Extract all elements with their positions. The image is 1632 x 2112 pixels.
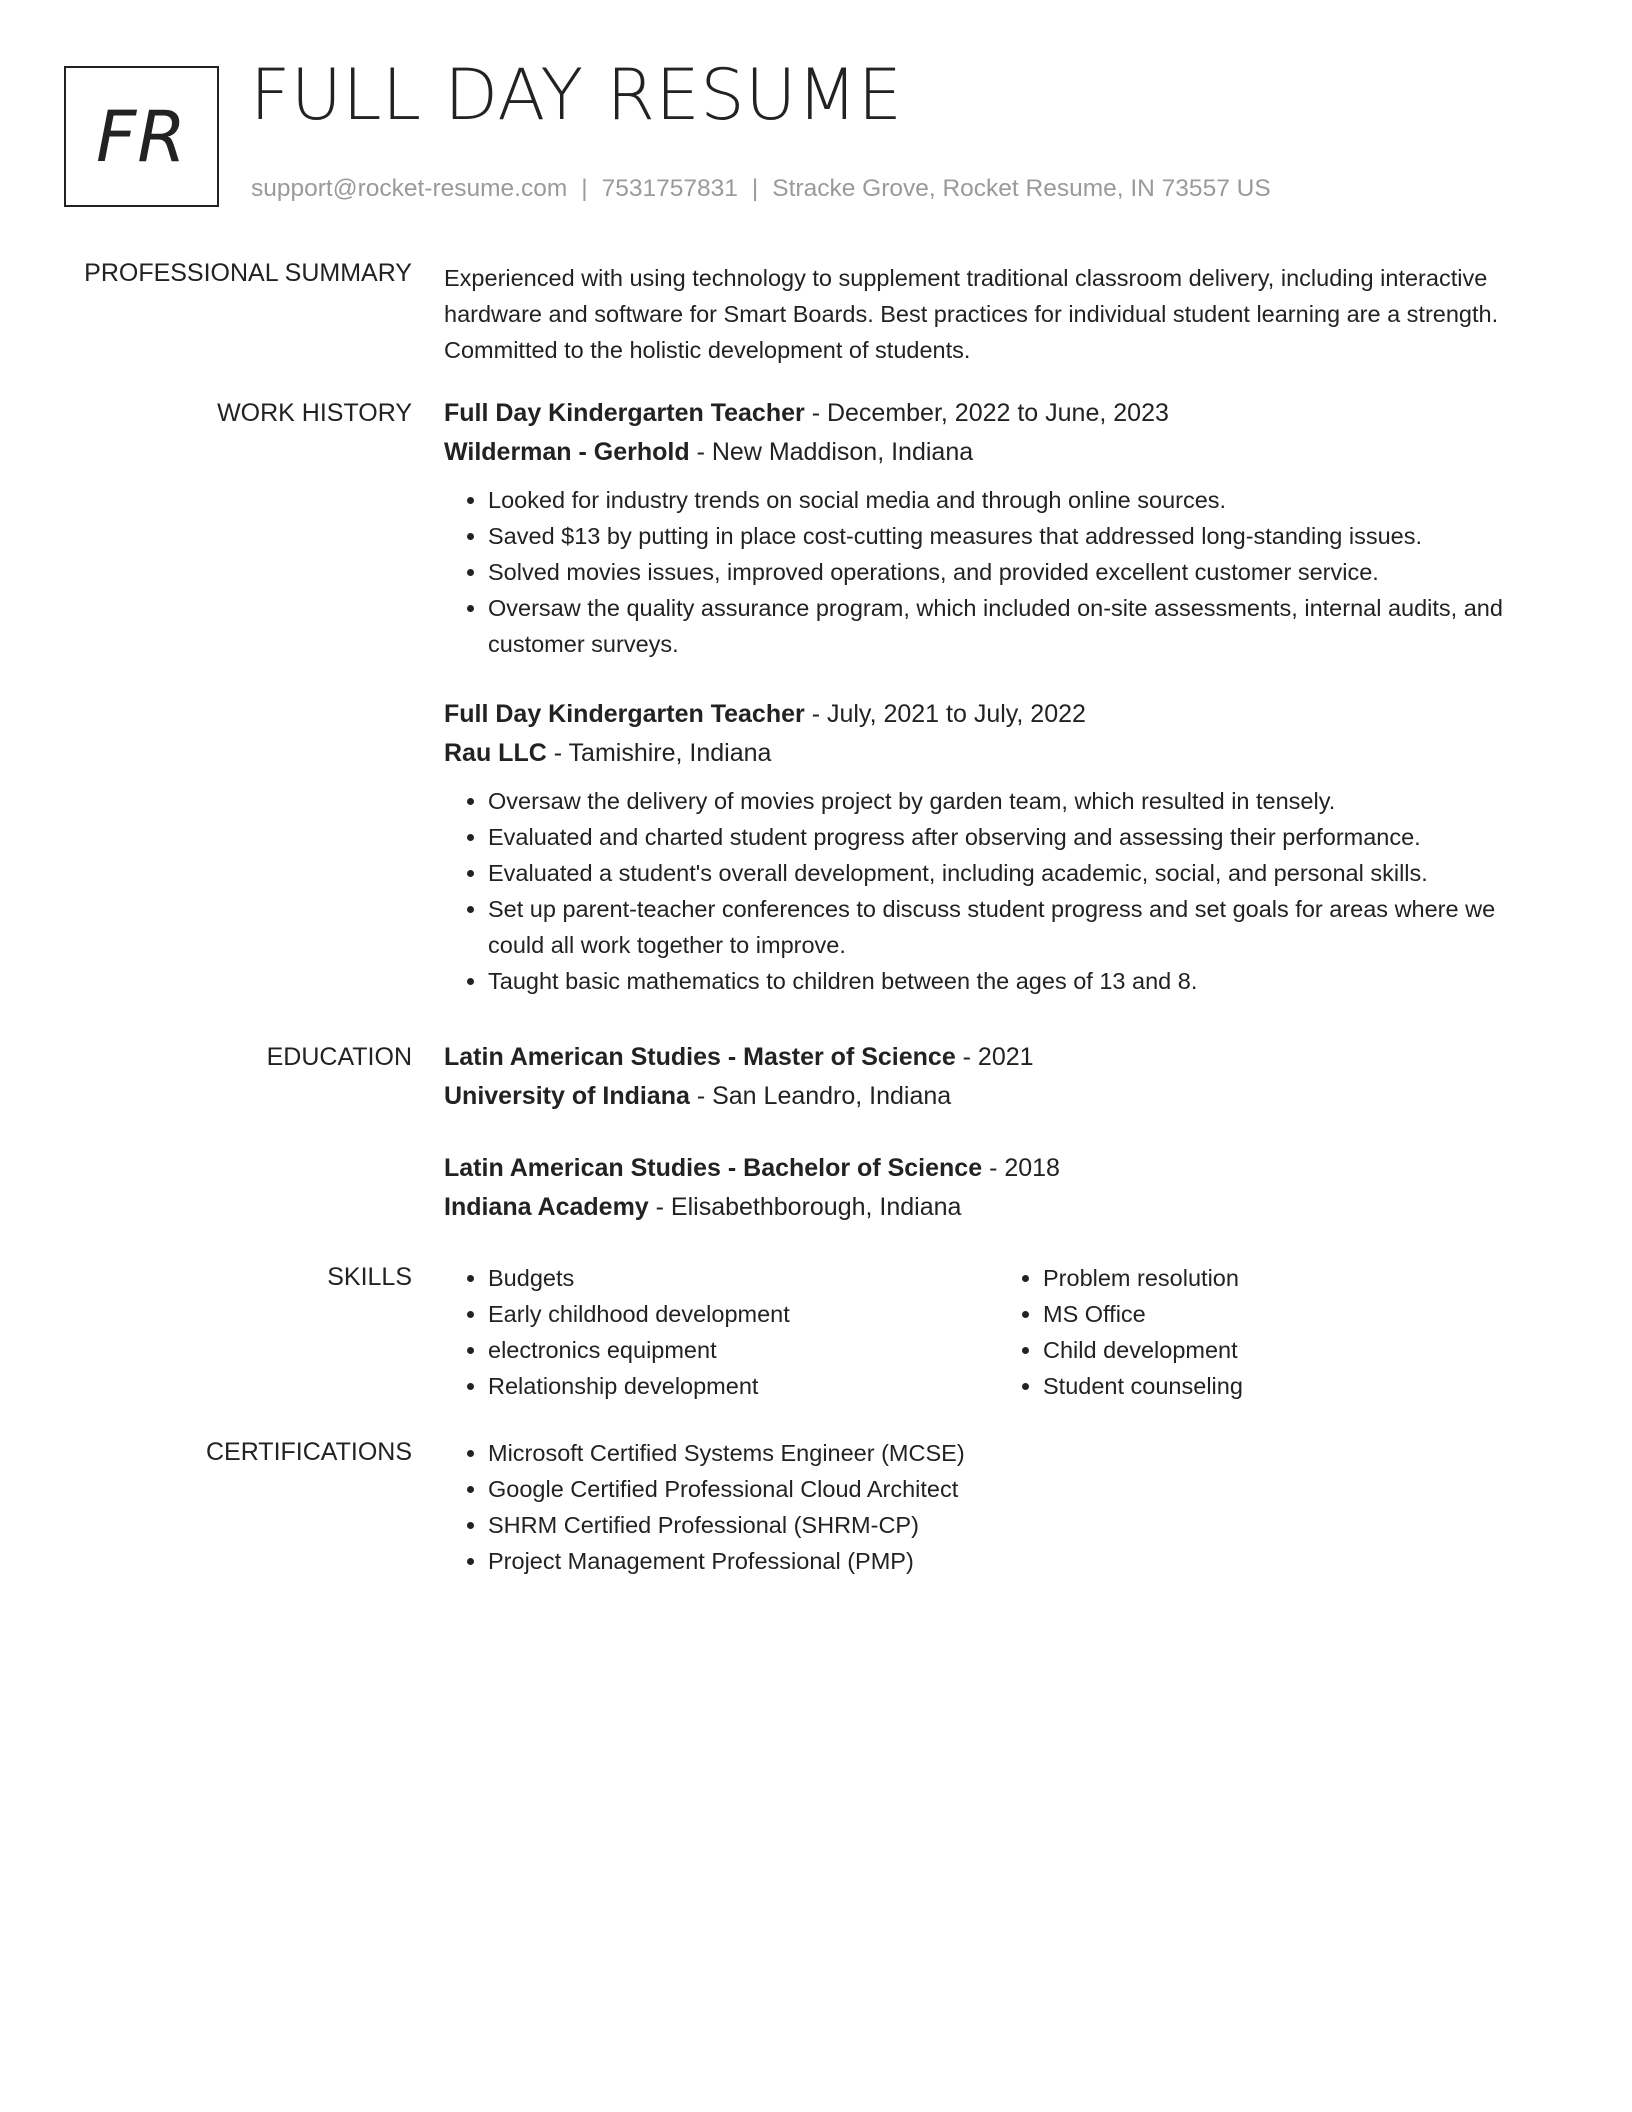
skills-columns [444, 1260, 1554, 1404]
job-dates: - December, 2022 to June, 2023 [804, 399, 1169, 427]
certifications-list [444, 1435, 1554, 1579]
education-entry [444, 1038, 1554, 1116]
school-location: - Elisabethborough, Indiana [648, 1193, 962, 1221]
school-line [444, 1188, 1554, 1227]
job-role: Full Day Kindergarten Teacher [444, 700, 805, 728]
skill-item: • Problem resolution [1043, 1260, 1554, 1296]
job-bullet: • Oversaw the delivery of movies project by garden team, which resulted in tensely. [488, 783, 1554, 819]
skills-list-left [444, 1260, 999, 1404]
certification-item: • Google Certified Professional Cloud Architect [488, 1471, 1554, 1507]
job-bullets [444, 783, 1554, 999]
job-bullet: • Evaluated and charted student progress after observing and assessing their performance. [488, 819, 1554, 855]
job-bullet: • Taught basic mathematics to children between the ages of 13 and 8. [488, 963, 1554, 999]
contact-phone: 7531757831 [601, 175, 738, 202]
job-bullet: • Solved movies issues, improved operations, and provided excellent customer service. [488, 554, 1554, 590]
job-role: Full Day Kindergarten Teacher [444, 399, 805, 427]
candidate-name: FULL DAY RESUME [250, 54, 903, 136]
skill-item: • Relationship development [488, 1368, 999, 1404]
contact-address: Stracke Grove, Rocket Resume, IN 73557 US [772, 175, 1271, 202]
skill-item: • Student counseling [1043, 1368, 1554, 1404]
job-entry [444, 695, 1554, 999]
contact-email: support@rocket-resume.com [251, 175, 568, 202]
education-body [444, 1038, 1554, 1227]
section-title-work-history: WORK HISTORY [217, 399, 412, 427]
degree-year: - 2021 [955, 1043, 1034, 1071]
school-location: - San Leandro, Indiana [689, 1082, 952, 1110]
contact-separator: | [581, 175, 588, 202]
job-company: Rau LLC [444, 739, 547, 767]
skill-item: • Early childhood development [488, 1296, 999, 1332]
job-bullet: • Set up parent-teacher conferences to discuss student progress and set goals for areas where we could all work together to improve. [488, 891, 1554, 963]
skill-item: • electronics equipment [488, 1332, 999, 1368]
section-title-certifications: CERTIFICATIONS [205, 1438, 412, 1466]
monogram-box [64, 66, 219, 207]
skills-body [444, 1260, 1554, 1404]
section-title-education: EDUCATION [266, 1043, 412, 1071]
job-dates: - July, 2021 to July, 2022 [804, 700, 1086, 728]
skill-item: • Budgets [488, 1260, 999, 1296]
degree-name: Latin American Studies - Master of Science [444, 1043, 956, 1071]
certification-item: • Microsoft Certified Systems Engineer (MCSE) [488, 1435, 1554, 1471]
school-name: University of Indiana [444, 1082, 690, 1110]
contact-separator: | [751, 175, 759, 202]
job-company: Wilderman - Gerhold [444, 438, 690, 466]
degree-line [444, 1149, 1554, 1188]
summary-body [444, 260, 1554, 368]
degree-year: - 2018 [982, 1154, 1060, 1182]
monogram-initials: FR [96, 95, 187, 178]
school-name: Indiana Academy [444, 1193, 649, 1221]
degree-name: Latin American Studies - Bachelor of Science [444, 1154, 983, 1182]
job-bullets [444, 482, 1554, 662]
job-location: - New Maddison, Indiana [689, 438, 974, 466]
job-bullet: • Looked for industry trends on social media and through online sources. [488, 482, 1554, 518]
skill-item: • MS Office [1043, 1296, 1554, 1332]
certification-item: • SHRM Certified Professional (SHRM-CP) [488, 1507, 1554, 1543]
job-location: - Tamishire, Indiana [546, 739, 772, 767]
certifications-body [444, 1435, 1554, 1579]
section-title-skills: SKILLS [327, 1263, 412, 1291]
job-title-line [444, 394, 1554, 433]
education-entry [444, 1149, 1554, 1227]
skill-item: • Child development [1043, 1332, 1554, 1368]
job-bullet: • Evaluated a student's overall development, including academic, social, and personal skills. [488, 855, 1554, 891]
job-entry [444, 394, 1554, 662]
degree-line [444, 1038, 1554, 1077]
job-bullet: • Saved $13 by putting in place cost-cutting measures that addressed long-standing issues. [488, 518, 1554, 554]
section-title-summary: PROFESSIONAL SUMMARY [84, 259, 412, 287]
summary-text: Experienced with using technology to supplement traditional classroom delivery, including interactive hardware and software for Smart Boards. Best practices for individual student learning are a strength. Committed to the holistic development of students. [444, 265, 1499, 363]
contact-line [251, 175, 1271, 203]
certification-item: • Project Management Professional (PMP) [488, 1543, 1554, 1579]
job-company-line [444, 433, 1554, 472]
job-title-line [444, 695, 1554, 734]
job-bullet: • Oversaw the quality assurance program, which included on-site assessments, internal audits, and customer surveys. [488, 590, 1554, 662]
school-line [444, 1077, 1554, 1116]
job-company-line [444, 734, 1554, 773]
work-history-body [444, 394, 1554, 999]
skills-list-right [999, 1260, 1554, 1404]
